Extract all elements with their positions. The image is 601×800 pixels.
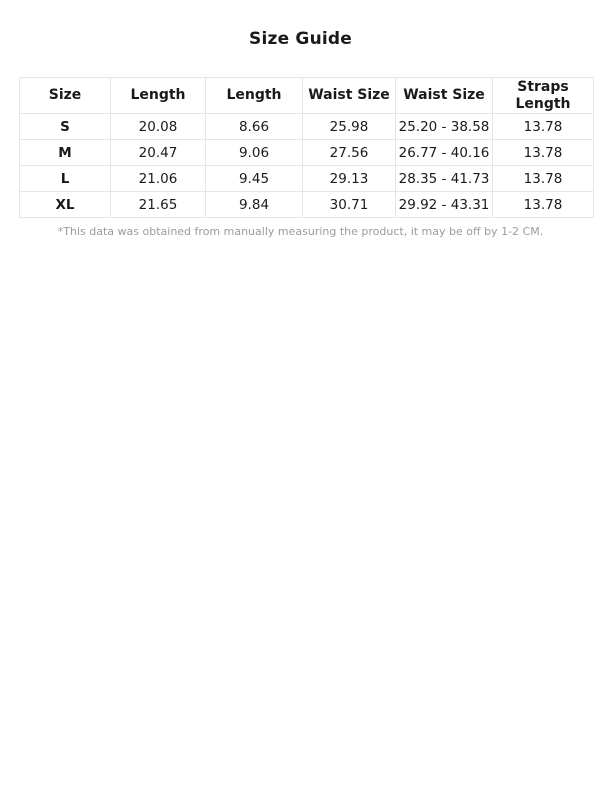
size-guide-table xyxy=(19,77,594,218)
measurement-value: 9.84 xyxy=(206,192,303,218)
measurement-value: 20.08 xyxy=(111,114,206,140)
measurement-value: 9.06 xyxy=(206,140,303,166)
measurement-value: 25.98 xyxy=(303,114,396,140)
size-label: S xyxy=(20,114,111,140)
measurement-value: 29.92 - 43.31 xyxy=(396,192,493,218)
size-label: XL xyxy=(20,192,111,218)
measurement-value: 13.78 xyxy=(493,140,594,166)
measurement-value: 9.45 xyxy=(206,166,303,192)
measurement-value: 27.56 xyxy=(303,140,396,166)
measurement-value: 13.78 xyxy=(493,166,594,192)
measurement-value: 25.20 - 38.58 xyxy=(396,114,493,140)
table-body xyxy=(20,114,594,218)
measurement-value: 30.71 xyxy=(303,192,396,218)
table-row-xl xyxy=(20,192,594,218)
size-label: M xyxy=(20,140,111,166)
measurement-value: 21.06 xyxy=(111,166,206,192)
measurement-value: 8.66 xyxy=(206,114,303,140)
measurement-value: 21.65 xyxy=(111,192,206,218)
measurement-value: 13.78 xyxy=(493,114,594,140)
column-header-waist-size: Waist Size xyxy=(396,78,493,114)
column-header-straps-length: Straps Length xyxy=(493,78,594,114)
column-header-size: Size xyxy=(20,78,111,114)
measurement-disclaimer: *This data was obtained from manually measuring the product, it may be off by 1-2 CM. xyxy=(57,225,544,239)
column-header-length: Length xyxy=(111,78,206,114)
size-guide-table-container xyxy=(19,77,593,218)
header-row xyxy=(20,78,594,114)
measurement-value: 28.35 - 41.73 xyxy=(396,166,493,192)
table-header xyxy=(20,78,594,114)
measurement-value: 13.78 xyxy=(493,192,594,218)
measurement-value: 20.47 xyxy=(111,140,206,166)
size-label: L xyxy=(20,166,111,192)
measurement-value: 29.13 xyxy=(303,166,396,192)
table-row-s xyxy=(20,114,594,140)
page-title: Size Guide xyxy=(249,29,352,49)
table-row-m xyxy=(20,140,594,166)
table-row-l xyxy=(20,166,594,192)
column-header-waist-size: Waist Size xyxy=(303,78,396,114)
measurement-value: 26.77 - 40.16 xyxy=(396,140,493,166)
column-header-length: Length xyxy=(206,78,303,114)
